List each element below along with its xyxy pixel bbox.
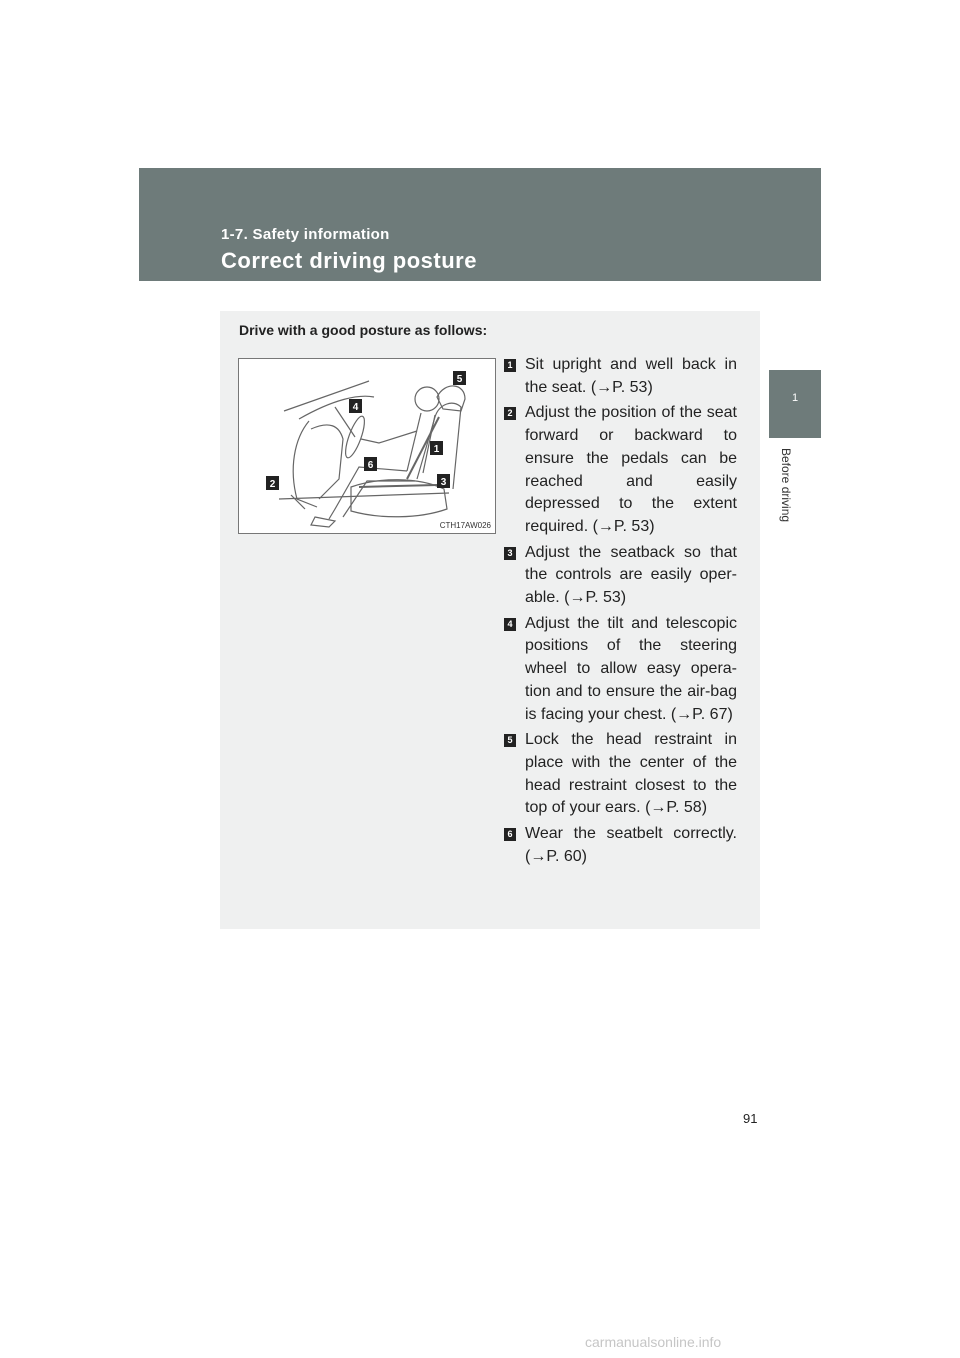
list-item [504,354,737,399]
posture-drawing [239,359,495,533]
chapter-number: 1 [791,392,799,404]
page-number: 91 [743,1111,758,1126]
step-text: Adjust the tilt and telescopic positions of the steering wheel to allow easy opera-tion and to ensure the air-bag is facing your chest. (→P. 67) [525,614,737,723]
chapter-title: Before driving [779,448,793,523]
list-item [504,613,737,727]
step-text: Adjust the seatback so that the controls are easily oper-able. (→P. 53) [525,543,737,607]
chapter-tab [769,370,821,438]
callout-1: 1 [433,444,440,455]
posture-steps-list [504,354,737,871]
step-number-badge: 4 [504,618,516,631]
list-item [504,823,737,868]
list-item [504,729,737,820]
step-text: Wear the seatbelt correctly. (→P. 60) [525,825,737,865]
step-text: Lock the head restraint in place with the center of the head restraint closest to the top of your ears. (→P. 58) [525,731,737,817]
list-item [504,542,737,610]
step-text: Sit upright and well back in the seat. (→P. 53) [525,356,737,396]
page-title: Correct driving posture [221,248,477,273]
callout-2: 2 [269,479,276,490]
step-number-badge: 1 [504,359,516,372]
callout-6: 6 [367,460,374,471]
callout-3: 3 [440,477,447,488]
list-item [504,402,737,538]
intro-text: Drive with a good posture as follows: [239,322,488,338]
figure-code: CTH17AW026 [439,521,491,530]
callout-5: 5 [456,374,463,385]
step-text: Adjust the position of the seat forward or backward to ensure the pedals can be reached and easily depressed to the extent required. (→P. 53) [525,404,737,535]
step-number-badge: 6 [504,828,516,841]
step-number-badge: 3 [504,547,516,560]
content-panel [220,311,760,929]
step-number-badge: 5 [504,734,516,747]
step-number-badge: 2 [504,407,516,420]
callout-4: 4 [352,402,359,413]
page-header [139,168,821,281]
watermark-text: carmanualsonline.info [585,1334,722,1350]
driving-posture-illustration [238,358,496,534]
section-label: 1-7. Safety information [221,226,390,243]
